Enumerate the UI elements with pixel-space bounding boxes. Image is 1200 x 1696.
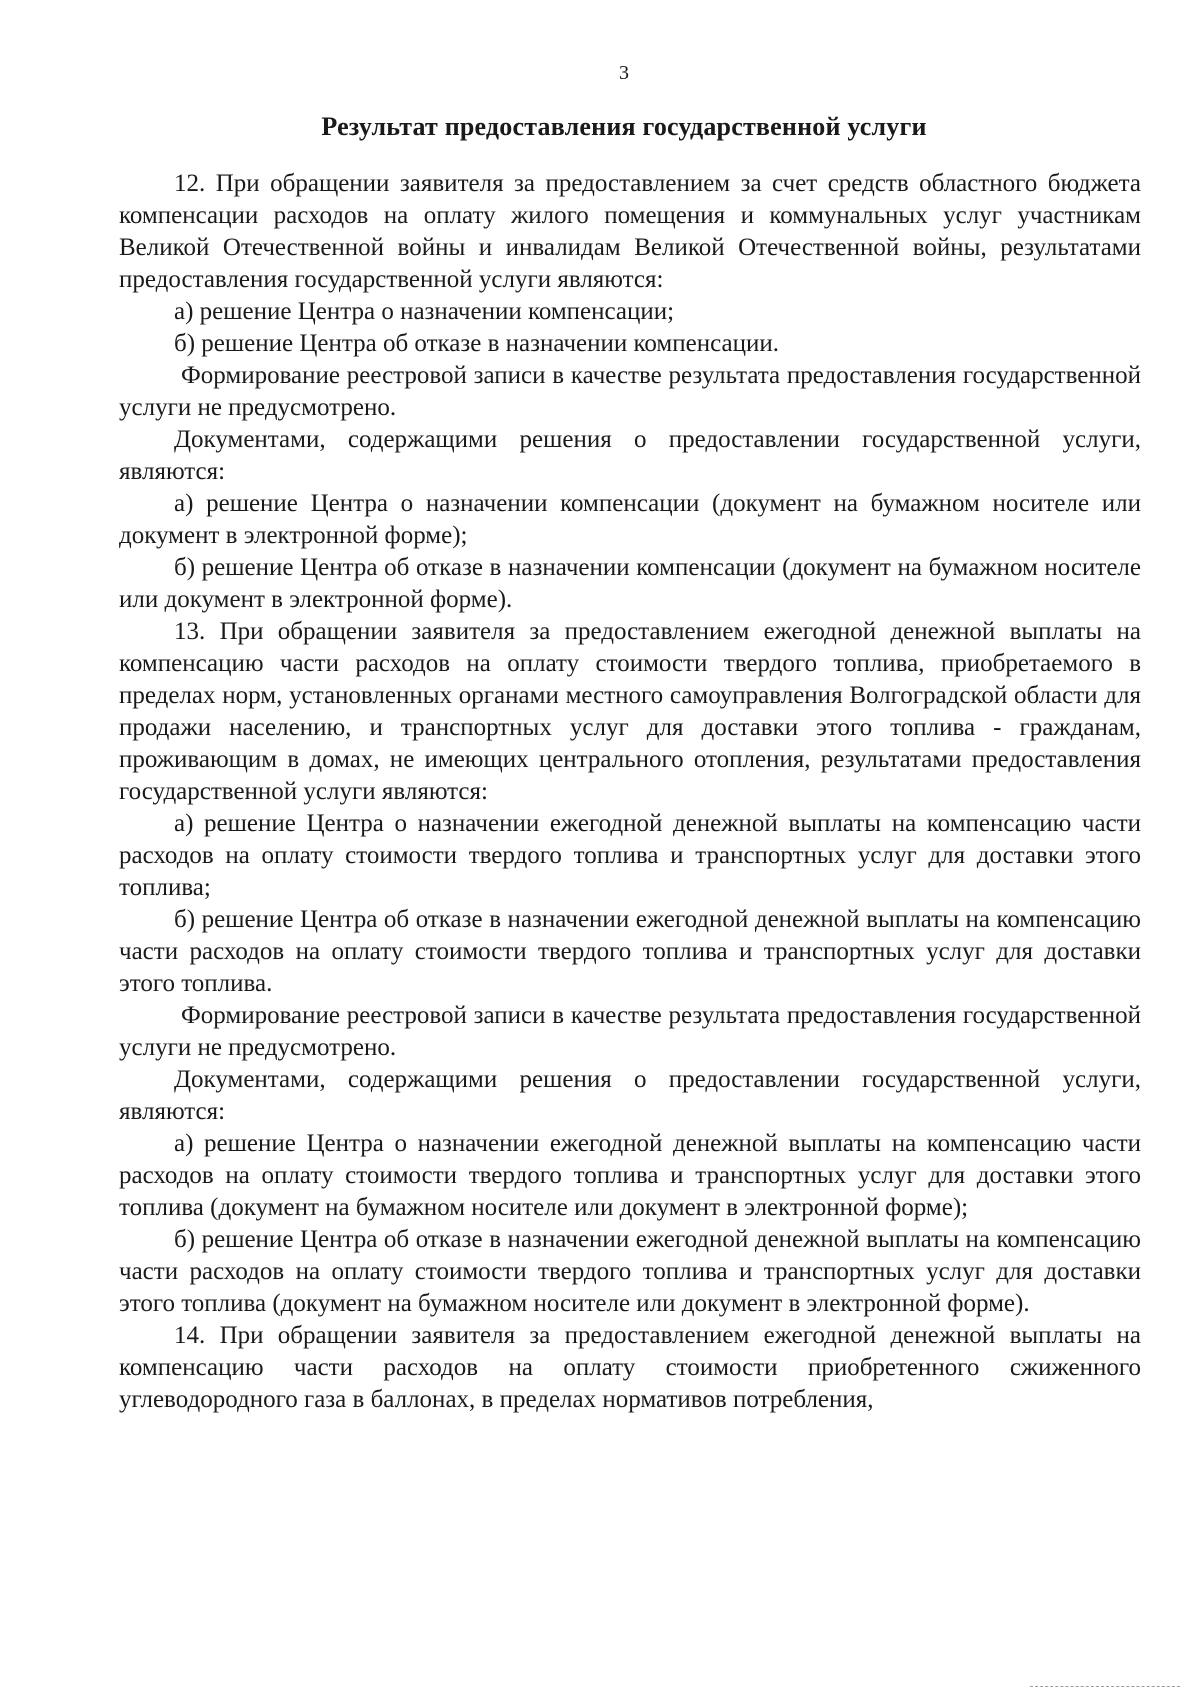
paragraph-14: 14. При обращении заявителя за предоставлением ежегодной денежной выплаты на компенсацию части расходов на оплату стоимости приобретенного сжиженного углеводородного газа в баллонах, в пределах нормативов потребления, xyxy=(119,1322,1141,1413)
document-body xyxy=(119,168,1141,1416)
paragraph-13-item-b: б) решение Центра об отказе в назначении ежегодной денежной выплаты на компенсацию части расходов на оплату стоимости твердого топлива и транспортных услуг для доставки этого топлива. xyxy=(119,906,1141,997)
paragraph-13-document-b: б) решение Центра об отказе в назначении ежегодной денежной выплаты на компенсацию части расходов на оплату стоимости твердого топлива и транспортных услуг для доставки этого топлива (документ на бумажном носителе или документ в электронной форме). xyxy=(119,1226,1141,1317)
paragraph-12-document-a: а) решение Центра о назначении компенсации (документ на бумажном носителе или документ в электронной форме); xyxy=(119,490,1141,549)
paragraph-13-documents-intro: Документами, содержащими решения о предоставлении государственной услуги, являются: xyxy=(119,1066,1141,1125)
paragraph-12-registry-note: Формирование реестровой записи в качестве результата предоставления государственной услуги не предусмотрено. xyxy=(119,362,1141,421)
scan-edge-mark xyxy=(1030,1686,1180,1687)
paragraph-12-documents-intro: Документами, содержащими решения о предоставлении государственной услуги, являются: xyxy=(119,426,1141,485)
paragraph-12-item-b: б) решение Центра об отказе в назначении компенсации. xyxy=(174,330,779,357)
paragraph-13-document-a: а) решение Центра о назначении ежегодной денежной выплаты на компенсацию части расходов на оплату стоимости твердого топлива и транспортных услуг для доставки этого топлива (документ на бумажном носителе или документ в электронной форме); xyxy=(119,1130,1141,1221)
section-heading: Результат предоставления государственной услуги xyxy=(321,112,927,141)
paragraph-13-registry-note: Формирование реестровой записи в качестве результата предоставления государственной услуги не предусмотрено. xyxy=(119,1002,1141,1061)
paragraph-12-item-a: а) решение Центра о назначении компенсации; xyxy=(174,298,675,325)
paragraph-13-item-a: а) решение Центра о назначении ежегодной денежной выплаты на компенсацию части расходов на оплату стоимости твердого топлива и транспортных услуг для доставки этого топлива; xyxy=(119,810,1141,901)
page-number: 3 xyxy=(619,62,629,84)
paragraph-12-document-b: б) решение Центра об отказе в назначении компенсации (документ на бумажном носителе или документ в электронной форме). xyxy=(119,554,1141,613)
paragraph-13: 13. При обращении заявителя за предоставлением ежегодной денежной выплаты на компенсацию части расходов на оплату стоимости твердого топлива, приобретаемого в пределах норм, установленных органами местного самоуправления Волгоградской области для продажи населению, и транспортных услуг для доставки этого топлива - гражданам, проживающим в домах, не имеющих центрального отопления, результатами предоставления государственной услуги являются: xyxy=(119,618,1141,805)
paragraph-12: 12. При обращении заявителя за предоставлением за счет средств областного бюджета компенсации расходов на оплату жилого помещения и коммунальных услуг участникам Великой Отечественной войны и инвалидам Великой Отечественной войны, результатами предоставления государственной услуги являются: xyxy=(119,170,1141,293)
